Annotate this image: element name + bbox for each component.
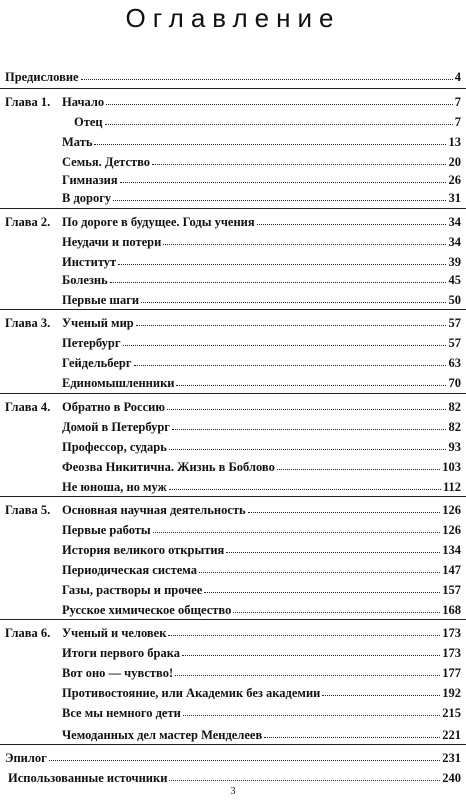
entry-page-number: 13 xyxy=(448,135,461,149)
entry-title: Неудачи и потери xyxy=(62,235,162,249)
entry-page-number: 103 xyxy=(442,460,461,474)
entry-title: Противостояние, или Академик без академии xyxy=(62,686,321,700)
toc-entry[interactable] xyxy=(0,212,466,232)
entry-page-number: 20 xyxy=(448,155,461,169)
entry-page-number: 177 xyxy=(442,666,461,680)
dot-leader xyxy=(199,572,440,573)
entry-title: Эпилог xyxy=(5,751,47,765)
entry-page-number: 112 xyxy=(442,480,461,494)
dot-leader xyxy=(163,244,446,245)
dot-leader xyxy=(175,675,440,676)
entry-title: Профессор, сударь xyxy=(62,440,167,454)
entry-page-number: 93 xyxy=(448,440,461,454)
entry-page-number: 192 xyxy=(442,686,461,700)
dot-leader xyxy=(120,182,446,183)
toc-entry[interactable] xyxy=(0,313,466,333)
dot-leader xyxy=(168,635,440,636)
entry-page-number: 26 xyxy=(448,173,461,187)
entry-page-number: 34 xyxy=(448,215,461,229)
entry-page-number: 50 xyxy=(448,293,461,307)
entry-title: Феозва Никитична. Жизнь в Боблово xyxy=(62,460,275,474)
toc-entry[interactable] xyxy=(0,560,466,580)
entry-title: Первые шаги xyxy=(62,293,140,307)
dot-leader xyxy=(169,489,441,490)
chapter-number: Глава 6. xyxy=(5,626,51,640)
dot-leader xyxy=(204,592,440,593)
entry-page-number: 57 xyxy=(448,316,461,330)
entry-title: Отец xyxy=(74,115,103,129)
dot-leader xyxy=(153,532,440,533)
entry-title: Единомышленники xyxy=(62,376,175,390)
dot-leader xyxy=(152,164,446,165)
toc-entry[interactable] xyxy=(0,500,466,520)
entry-title: Институт xyxy=(62,255,117,269)
chapter-number: Глава 4. xyxy=(5,400,51,414)
dot-leader xyxy=(81,79,453,80)
dot-leader xyxy=(322,695,440,696)
entry-page-number: 7 xyxy=(454,95,461,109)
entry-title: Петербург xyxy=(62,336,121,350)
dot-leader xyxy=(233,612,440,613)
dot-leader xyxy=(123,345,446,346)
entry-page-number: 221 xyxy=(442,728,461,742)
entry-page-number: 134 xyxy=(442,543,461,557)
entry-page-number: 157 xyxy=(442,583,461,597)
entry-page-number: 39 xyxy=(448,255,461,269)
entry-title: Первые работы xyxy=(62,523,151,537)
entry-title: Вот оно — чувство! xyxy=(62,666,174,680)
dot-leader xyxy=(167,409,446,410)
toc-entry[interactable] xyxy=(0,188,466,208)
toc-entry[interactable] xyxy=(0,703,466,723)
entry-title: Мать xyxy=(62,135,93,149)
toc-entry[interactable] xyxy=(0,683,466,703)
chapter-number: Глава 2. xyxy=(5,215,51,229)
entry-title: Семья. Детство xyxy=(62,155,151,169)
dot-leader xyxy=(110,282,446,283)
entry-page-number: 31 xyxy=(448,191,461,205)
toc-entry[interactable] xyxy=(0,333,466,353)
dot-leader xyxy=(106,104,453,105)
entry-title: Предисловие xyxy=(5,70,79,84)
entry-page-number: 147 xyxy=(442,563,461,577)
toc-entry[interactable] xyxy=(0,232,466,252)
toc-entry[interactable] xyxy=(0,252,466,272)
dot-leader xyxy=(169,780,440,781)
divider xyxy=(0,393,466,394)
toc-entry[interactable] xyxy=(0,353,466,373)
entry-title: Домой в Петербург xyxy=(62,420,170,434)
chapter-number: Глава 5. xyxy=(5,503,51,517)
entry-title: История великого открытия xyxy=(62,543,225,557)
entry-title: Периодическая система xyxy=(62,563,197,577)
entry-title: Использованные источники xyxy=(8,771,168,785)
entry-title: Русское химическое общество xyxy=(62,603,232,617)
toc-entry[interactable] xyxy=(0,112,466,132)
entry-page-number: 82 xyxy=(448,420,461,434)
dot-leader xyxy=(183,715,440,716)
toc-entry[interactable] xyxy=(0,437,466,457)
entry-title: Основная научная деятельность xyxy=(62,503,246,517)
entry-page-number: 34 xyxy=(448,235,461,249)
toc-entry[interactable] xyxy=(0,520,466,540)
entry-page-number: 126 xyxy=(442,523,461,537)
dot-leader xyxy=(182,655,440,656)
entry-title: Газы, растворы и прочее xyxy=(62,583,203,597)
page-title: Оглавление xyxy=(125,3,341,33)
toc-entry[interactable] xyxy=(0,152,466,172)
entry-title: В дорогу xyxy=(62,191,112,205)
dot-leader xyxy=(134,365,446,366)
entry-page-number: 231 xyxy=(442,751,461,765)
chapter-number: Глава 1. xyxy=(5,95,51,109)
toc-entry[interactable] xyxy=(0,663,466,683)
toc-entry[interactable] xyxy=(0,67,466,87)
entry-page-number: 168 xyxy=(442,603,461,617)
entry-page-number: 173 xyxy=(442,646,461,660)
entry-page-number: 215 xyxy=(442,706,461,720)
dot-leader xyxy=(113,200,446,201)
entry-title: Итоги первого брака xyxy=(62,646,181,660)
toc-entry[interactable] xyxy=(0,600,466,620)
toc-entry[interactable] xyxy=(0,417,466,437)
entry-title: По дороге в будущее. Годы учения xyxy=(62,215,255,229)
entry-page-number: 7 xyxy=(454,115,461,129)
dot-leader xyxy=(176,385,446,386)
entry-title: Чемоданных дел мастер Менделеев xyxy=(62,728,263,742)
toc-entry[interactable] xyxy=(0,540,466,560)
entry-title: Ученый и человек xyxy=(62,626,167,640)
dot-leader xyxy=(169,449,446,450)
entry-page-number: 82 xyxy=(448,400,461,414)
entry-title: Начало xyxy=(62,95,105,109)
toc-entry[interactable] xyxy=(0,725,466,745)
toc-entry[interactable] xyxy=(0,643,466,663)
toc-entry[interactable] xyxy=(0,457,466,477)
dot-leader xyxy=(49,760,440,761)
entry-page-number: 63 xyxy=(448,356,461,370)
divider xyxy=(0,208,466,209)
dot-leader xyxy=(257,224,446,225)
toc-entry[interactable] xyxy=(0,270,466,290)
dot-leader xyxy=(118,264,446,265)
toc-entry[interactable] xyxy=(0,580,466,600)
toc-entry[interactable] xyxy=(0,623,466,643)
dot-leader xyxy=(136,325,446,326)
entry-page-number: 45 xyxy=(448,273,461,287)
dot-leader xyxy=(248,512,440,513)
dot-leader xyxy=(141,302,446,303)
entry-title: Гимназия xyxy=(62,173,118,187)
toc-entry[interactable] xyxy=(0,477,466,497)
dot-leader xyxy=(226,552,440,553)
entry-title: Обратно в Россию xyxy=(62,400,165,414)
chapter-number: Глава 3. xyxy=(5,316,51,330)
dot-leader xyxy=(264,737,440,738)
toc-entry[interactable] xyxy=(0,132,466,152)
toc-entry[interactable] xyxy=(0,748,466,768)
entry-title: Все мы немного дети xyxy=(62,706,181,720)
entry-title: Болезнь xyxy=(62,273,108,287)
entry-title: Не юноша, но муж xyxy=(62,480,167,494)
entry-title: Гейдельберг xyxy=(62,356,132,370)
divider xyxy=(0,88,466,89)
toc-entry[interactable] xyxy=(0,768,466,788)
toc-entry[interactable] xyxy=(0,92,466,112)
entry-page-number: 57 xyxy=(448,336,461,350)
page-number: 3 xyxy=(230,786,236,797)
dot-leader xyxy=(277,469,440,470)
toc-entry[interactable] xyxy=(0,170,466,190)
entry-page-number: 240 xyxy=(442,771,461,785)
entry-page-number: 4 xyxy=(454,70,461,84)
dot-leader xyxy=(105,124,453,125)
toc-entry[interactable] xyxy=(0,290,466,310)
dot-leader xyxy=(172,429,446,430)
dot-leader xyxy=(94,144,446,145)
toc-entry[interactable] xyxy=(0,373,466,393)
entry-page-number: 126 xyxy=(442,503,461,517)
entry-title: Ученый мир xyxy=(62,316,134,330)
entry-page-number: 70 xyxy=(448,376,461,390)
toc-entry[interactable] xyxy=(0,397,466,417)
entry-page-number: 173 xyxy=(442,626,461,640)
